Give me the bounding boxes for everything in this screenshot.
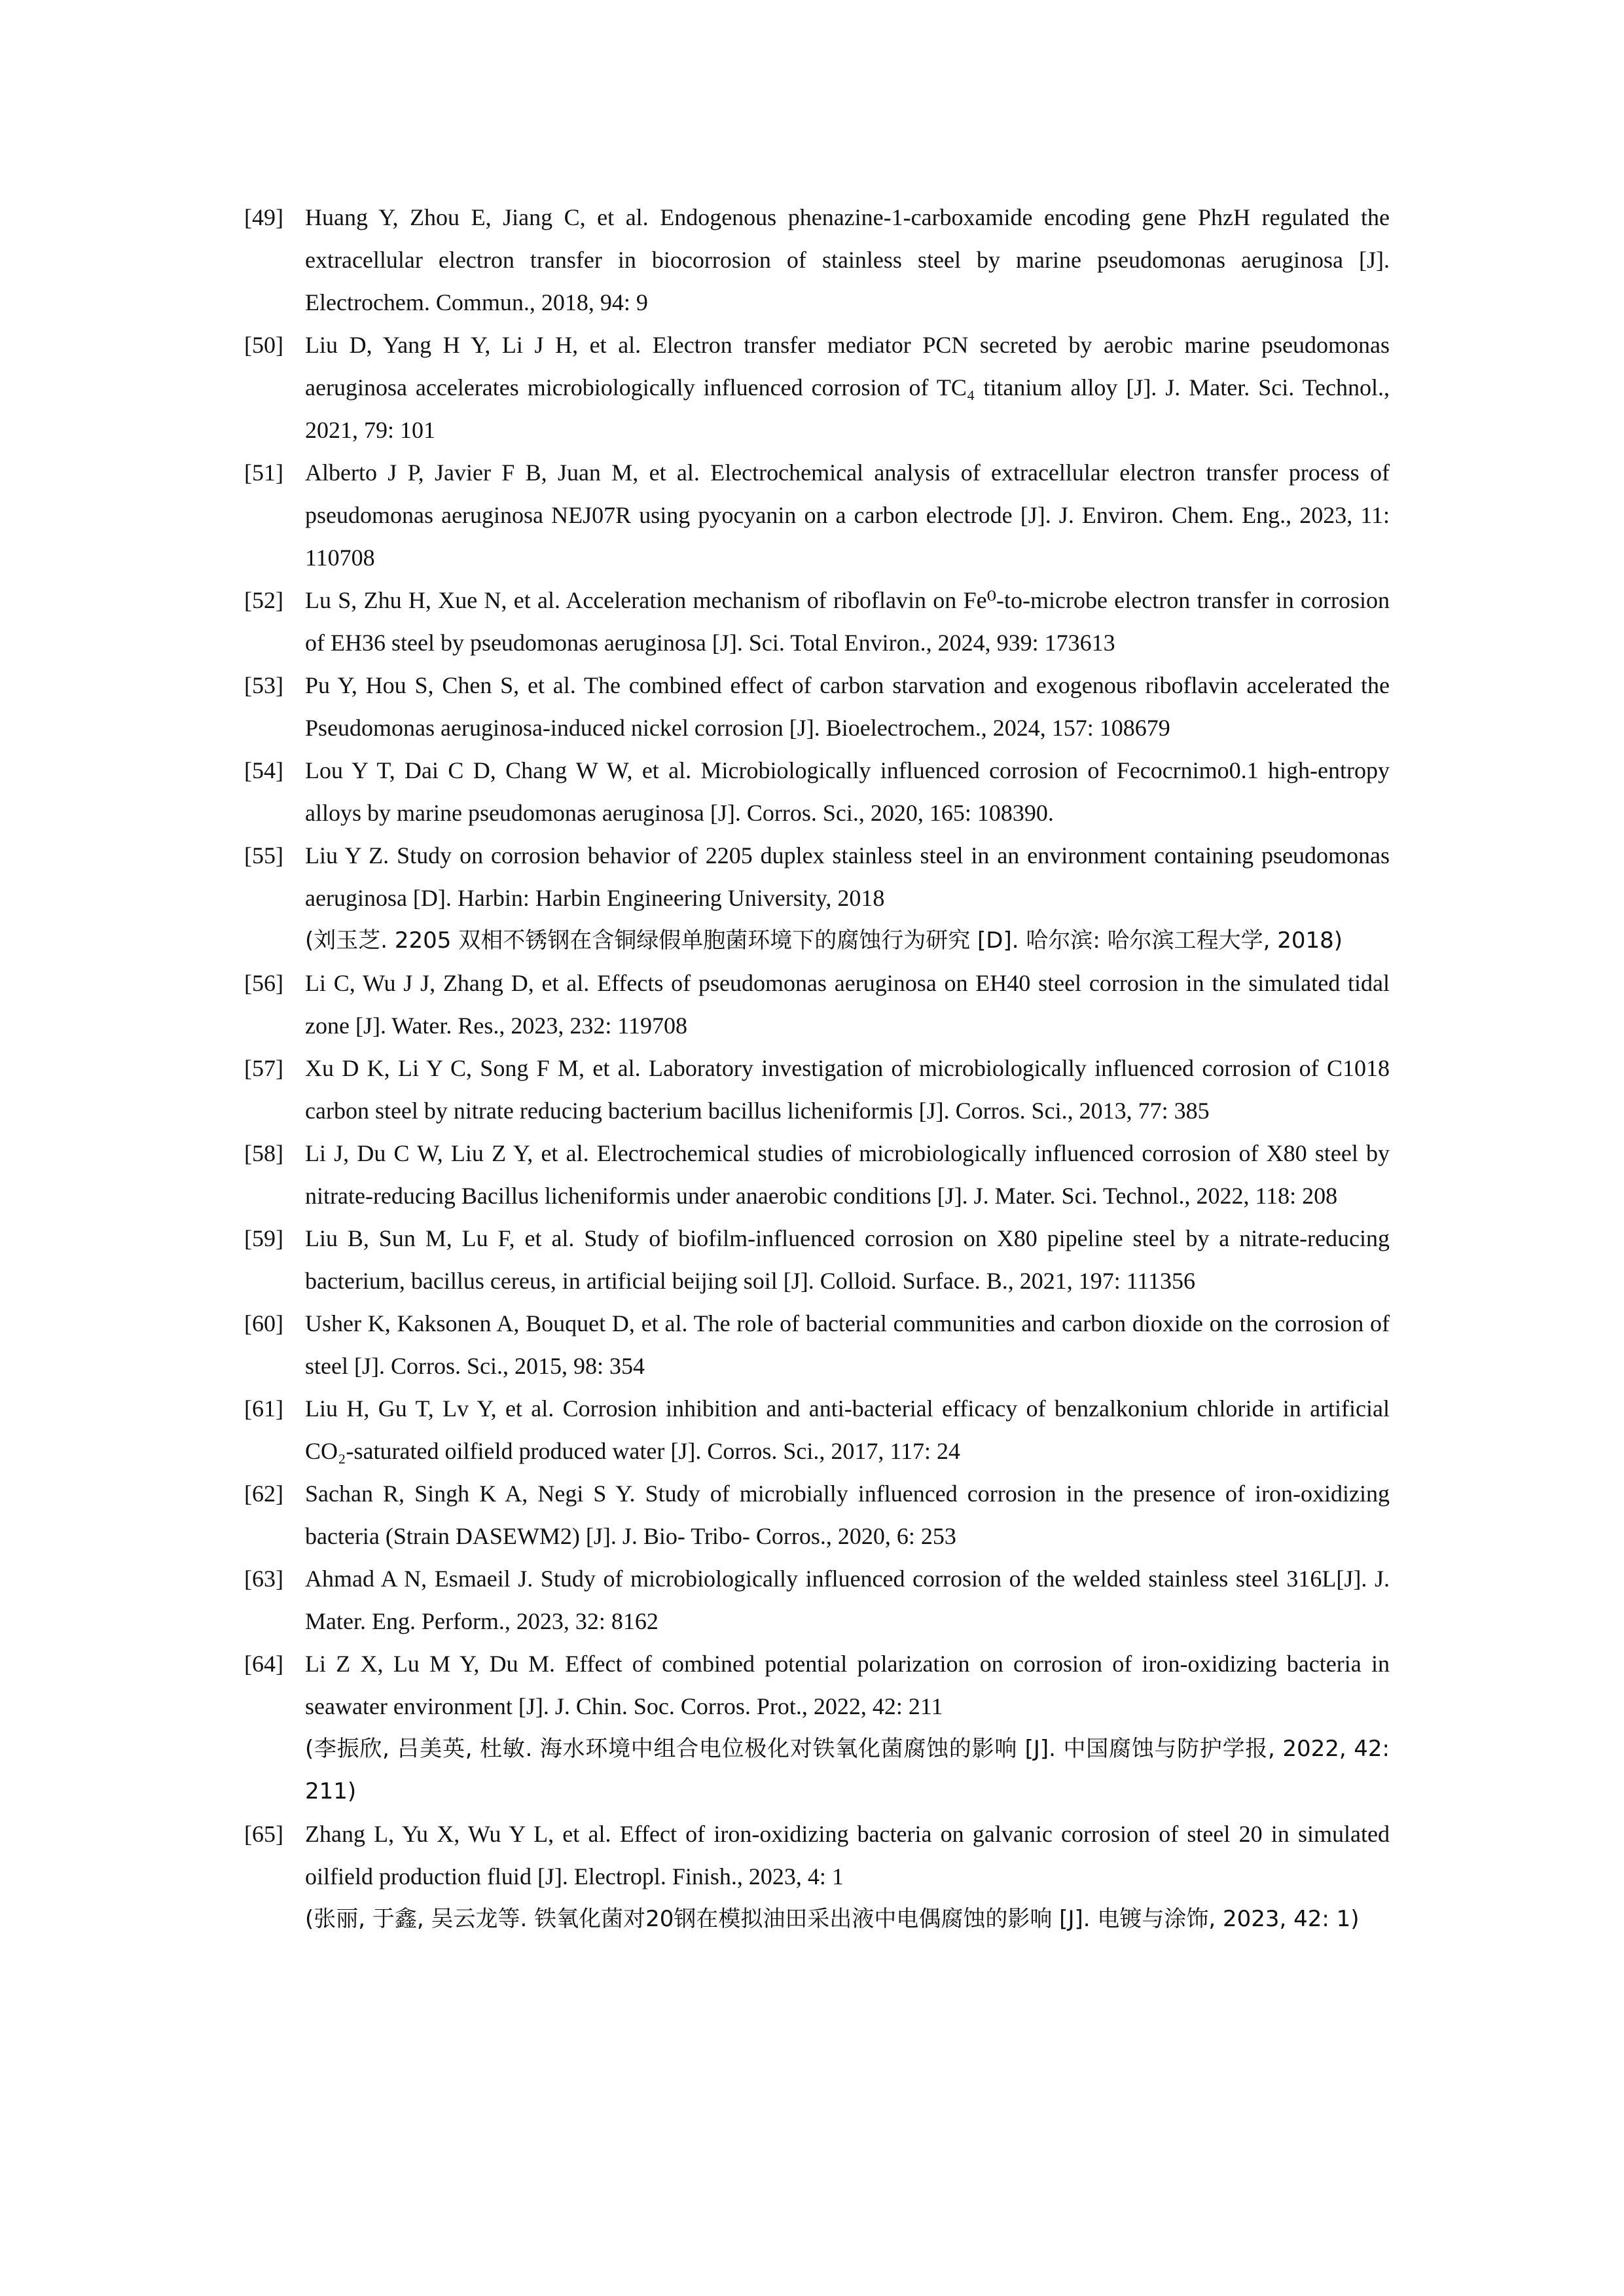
reference-text: Usher K, Kaksonen A, Bouquet D, et al. The role of bacterial communities and carbon dioxide on the corrosion of steel [J]. Corros. Sci., 2015, 98: 354 (305, 1310, 1390, 1379)
reference-number: [49] (244, 204, 283, 230)
reference-text: Liu Y Z. Study on corrosion behavior of 2205 duplex stainless steel in an environment containing pseudomonas aeruginosa [D]. Harbin: Harbin Engineering University, 2018 (305, 842, 1390, 911)
reference-text: Lou Y T, Dai C D, Chang W W, et al. Microbiologically influenced corrosion of Fecocrnimo0.1 high-entropy alloys by marine pseudomonas aeruginosa [J]. Corros. Sci., 2020, 165: 108390. (305, 757, 1390, 826)
reference-item (244, 1558, 1390, 1643)
reference-item (244, 1813, 1390, 1941)
reference-number: [55] (244, 842, 283, 869)
reference-text: Li J, Du C W, Liu Z Y, et al. Electrochemical studies of microbiologically influenced corrosion of X80 steel by nitrate-reducing Bacillus licheniformis under anaerobic conditions [J]. J. Mater. Sci. Technol., 2022, 118: 208 (305, 1140, 1390, 1209)
reference-number: [50] (244, 332, 283, 358)
reference-number: [63] (244, 1566, 283, 1592)
reference-item (244, 452, 1390, 579)
reference-number: [61] (244, 1395, 283, 1422)
reference-number: [57] (244, 1055, 283, 1081)
reference-item (244, 834, 1390, 962)
reference-translation: (刘玉芝. 2205 双相不锈钢在含铜绿假单胞菌环境下的腐蚀行为研究 [D]. 哈尔滨: 哈尔滨工程大学, 2018) (305, 927, 1343, 954)
reference-text: Xu D K, Li Y C, Song F M, et al. Laboratory investigation of microbiologically influenced corrosion of C1018 carbon steel by nitrate reducing bacterium bacillus licheniformis [J]. Corros. Sci., 2013, 77: 385 (305, 1055, 1390, 1124)
reference-item (244, 1388, 1390, 1473)
reference-number: [59] (244, 1225, 283, 1251)
reference-text: Huang Y, Zhou E, Jiang C, et al. Endogenous phenazine-1-carboxamide encoding gene PhzH regulated the extracellular electron transfer in biocorrosion of stainless steel by marine pseudomonas aeruginosa [J]. Electrochem. Commun., 2018, 94: 9 (305, 204, 1390, 315)
reference-number: [64] (244, 1651, 283, 1677)
reference-number: [52] (244, 587, 283, 613)
reference-item (244, 1132, 1390, 1217)
reference-text: Ahmad A N, Esmaeil J. Study of microbiologically influenced corrosion of the welded stainless steel 316L[J]. J. Mater. Eng. Perform., 2023, 32: 8162 (305, 1566, 1390, 1634)
reference-item (244, 1047, 1390, 1132)
reference-number: [53] (244, 672, 283, 698)
reference-item (244, 579, 1390, 664)
reference-translation: (张丽, 于鑫, 吴云龙等. 铁氧化菌对20钢在模拟油田采出液中电偶腐蚀的影响 [J]. 电镀与涂饰, 2023, 42: 1) (305, 1906, 1360, 1932)
reference-number: [65] (244, 1821, 283, 1847)
reference-text: Liu H, Gu T, Lv Y, et al. Corrosion inhibition and anti-bacterial efficacy of benzalkonium chloride in artificial CO₂-saturated oilfield produced water [J]. Corros. Sci., 2017, 117: 24 (305, 1395, 1390, 1464)
reference-number: [58] (244, 1140, 283, 1166)
reference-item (244, 962, 1390, 1047)
reference-item (244, 196, 1390, 324)
reference-text: Li C, Wu J J, Zhang D, et al. Effects of pseudomonas aeruginosa on EH40 steel corrosion in the simulated tidal zone [J]. Water. Res., 2023, 232: 119708 (305, 970, 1390, 1039)
reference-item (244, 664, 1390, 749)
reference-number: [56] (244, 970, 283, 996)
reference-item (244, 1643, 1390, 1813)
reference-text: Zhang L, Yu X, Wu Y L, et al. Effect of iron-oxidizing bacteria on galvanic corrosion of steel 20 in simulated oilfield production fluid [J]. Electropl. Finish., 2023, 4: 1 (305, 1821, 1390, 1890)
reference-item (244, 749, 1390, 834)
reference-text: Lu S, Zhu H, Xue N, et al. Acceleration mechanism of riboflavin on Fe⁰-to-microbe electron transfer in corrosion of EH36 steel by pseudomonas aeruginosa [J]. Sci. Total Environ., 2024, 939: 173613 (305, 587, 1390, 656)
reference-item (244, 1217, 1390, 1302)
reference-text: Pu Y, Hou S, Chen S, et al. The combined effect of carbon starvation and exogenous riboflavin accelerated the Pseudomonas aeruginosa-induced nickel corrosion [J]. Bioelectrochem., 2024, 157: 108679 (305, 672, 1390, 741)
reference-text: Liu B, Sun M, Lu F, et al. Study of biofilm-influenced corrosion on X80 pipeline steel by a nitrate-reducing bacterium, bacillus cereus, in artificial beijing soil [J]. Colloid. Surface. B., 2021, 197: 111356 (305, 1225, 1390, 1294)
reference-item (244, 324, 1390, 452)
reference-text: Li Z X, Lu M Y, Du M. Effect of combined potential polarization on corrosion of iron-oxidizing bacteria in seawater environment [J]. J. Chin. Soc. Corros. Prot., 2022, 42: 211 (305, 1651, 1390, 1719)
reference-text: Liu D, Yang H Y, Li J H, et al. Electron transfer mediator PCN secreted by aerobic marine pseudomonas aeruginosa accelerates microbiologically influenced corrosion of TC₄ titanium alloy [J]. J. Mater. Sci. Technol., 2021, 79: 101 (305, 332, 1390, 443)
reference-number: [51] (244, 459, 283, 486)
reference-number: [54] (244, 757, 283, 783)
reference-translation: (李振欣, 吕美英, 杜敏. 海水环境中组合电位极化对铁氧化菌腐蚀的影响 [J]. 中国腐蚀与防护学报, 2022, 42: 211) (305, 1736, 1390, 1804)
reference-list (244, 196, 1390, 1941)
reference-item (244, 1473, 1390, 1558)
reference-text: Sachan R, Singh K A, Negi S Y. Study of microbially influenced corrosion in the presence of iron-oxidizing bacteria (Strain DASEWM2) [J]. J. Bio- Tribo- Corros., 2020, 6: 253 (305, 1480, 1390, 1549)
reference-text: Alberto J P, Javier F B, Juan M, et al. Electrochemical analysis of extracellular electron transfer process of pseudomonas aeruginosa NEJ07R using pyocyanin on a carbon electrode [J]. J. Environ. Chem. Eng., 2023, 11: 110708 (305, 459, 1390, 571)
reference-item (244, 1302, 1390, 1388)
reference-number: [60] (244, 1310, 283, 1336)
reference-number: [62] (244, 1480, 283, 1507)
